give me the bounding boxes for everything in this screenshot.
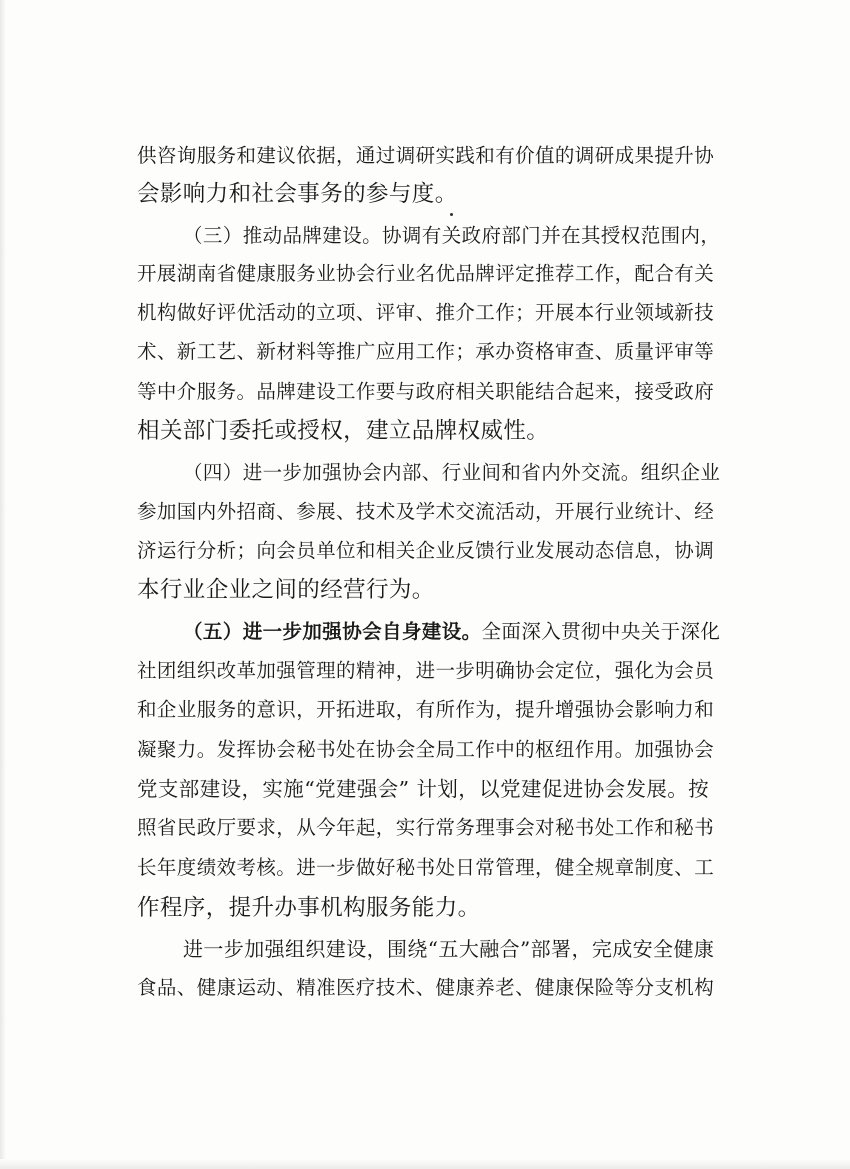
text-line: 供咨询服务和建议依据，通过调研实践和有价值的调研成果提升协 (137, 144, 715, 167)
text-line: 济运行分析；向会员单位和相关企业反馈行业发展动态信息，协调 (137, 539, 715, 562)
text-line: 开展湖南省健康服务业协会行业名优品牌评定推荐工作，配合有关 (137, 262, 715, 285)
text-line: 照省民政厅要求，从今年起，实行常务理事会对秘书处工作和秘书 (137, 816, 715, 839)
text-line: 社团组织改革加强管理的精神，进一步明确协会定位，强化为会员 (137, 659, 715, 682)
text-line: （四）进一步加强协会内部、行业间和省内外交流。组织企业 (183, 461, 721, 484)
text-line: 和企业服务的意识，开拓进取，有所作为，提升增强协会影响力和 (137, 698, 715, 721)
text-line: 本行业企业之间的经营行为。 (137, 577, 435, 603)
text-span: 全面深入贯彻中央关于深化 (481, 620, 721, 643)
text-line: 凝聚力。发挥协会秘书处在协会全局工作中的枢纽作用。加强协会 (137, 738, 715, 761)
text-line: 机构做好评优活动的立项、评审、推介工作；开展本行业领域新技 (137, 301, 715, 324)
text-line: 参加国内外招商、参展、技术及学术交流活动，开展行业统计、经 (137, 500, 715, 523)
text-line: 长年度绩效考核。进一步做好秘书处日常管理，健全规章制度、工 (137, 856, 715, 879)
section-heading: （五）进一步加强协会自身建设。 (183, 620, 482, 643)
text-line: 食品、健康运动、精准医疗技术、健康养老、健康保险等分支机构 (137, 976, 715, 999)
text-line: 相关部门委托或授权，建立品牌权威性。 (137, 418, 550, 444)
text-line: 等中介服务。品牌建设工作要与政府相关职能结合起来，接受政府 (137, 380, 715, 403)
text-line: 会影响力和社会事务的参与度。 (137, 181, 458, 207)
text-line: 术、新工艺、新材料等推广应用工作；承办资格审查、质量评审等 (137, 340, 715, 363)
text-line: 作程序，提升办事机构服务能力。 (137, 895, 481, 921)
text-line: （三）推动品牌建设。协调有关政府部门并在其授权范围内， (183, 224, 721, 247)
text-line: 党支部建设，实施“党建强会” 计划，以党建促进协会发展。按 (137, 777, 710, 801)
text-line: 进一步加强组织建设，围绕“五大融合”部署，完成安全健康 (183, 937, 715, 961)
paragraph-five-first-line (183, 611, 721, 653)
